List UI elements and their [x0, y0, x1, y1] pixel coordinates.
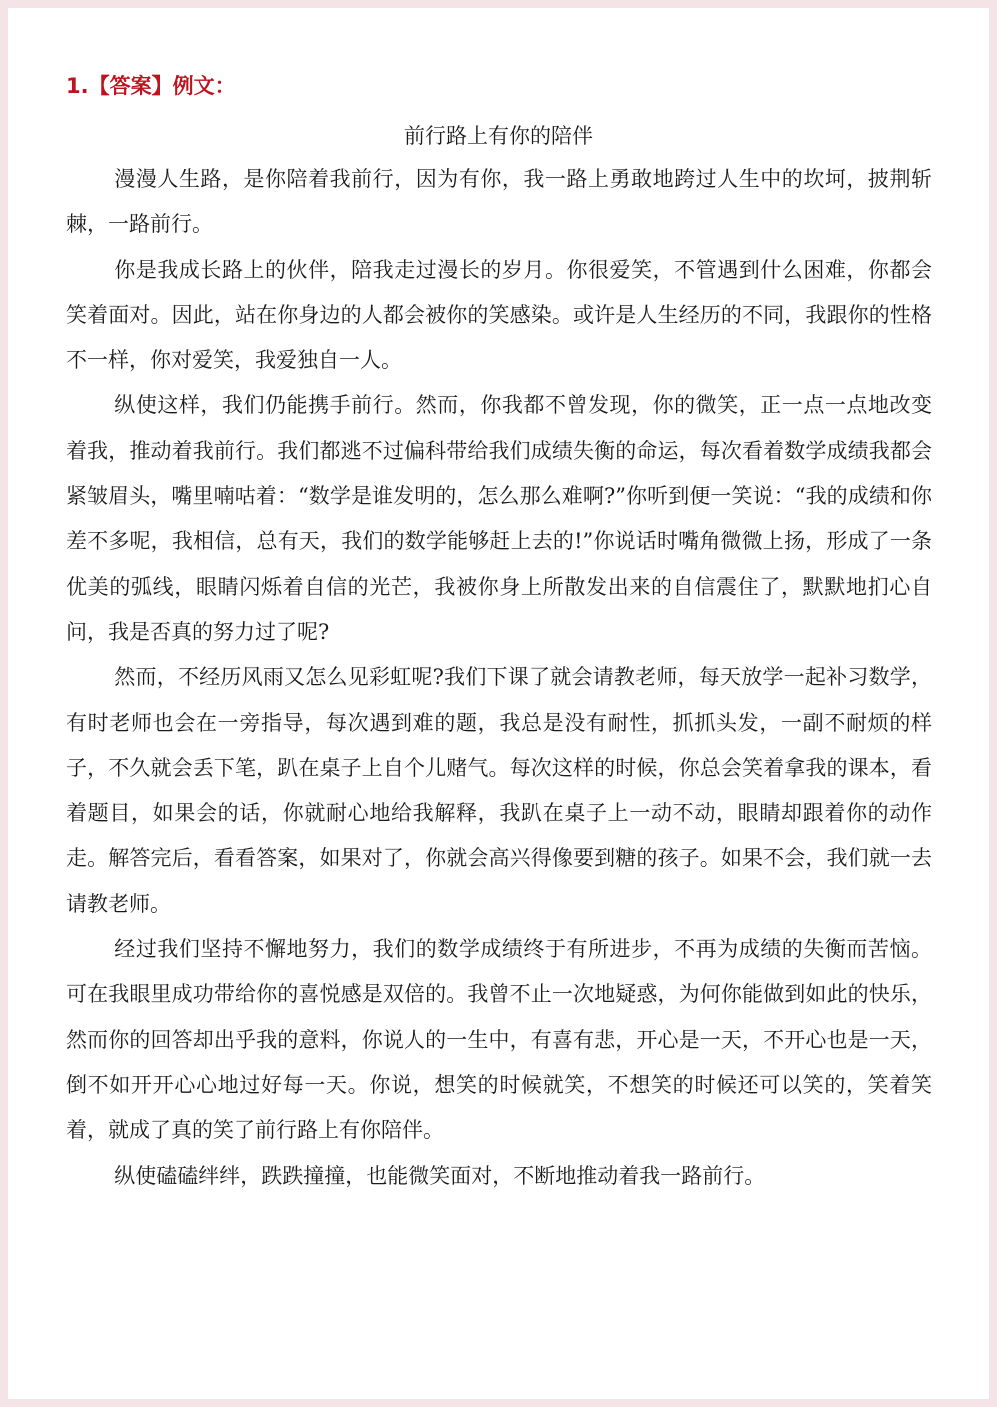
- essay-body: [66, 157, 932, 1199]
- document-page: [8, 8, 989, 1399]
- paragraph: 然而，不经历风雨又怎么见彩虹呢?我们下课了就会请教老师，每天放学一起补习数学，有时老师也会在一旁指导，每次遇到难的题，我总是没有耐性，抓抓头发，一副不耐烦的样子，不久就会丢下笔，趴在桌子上自个儿赌气。每次这样的时候，你总会笑着拿我的课本，看着题目，如果会的话，你就耐心地给我解释，我趴在桌子上一动不动，眼睛却跟着你的动作走。解答完后，看看答案，如果对了，你就会高兴得像要到糖的孩子。如果不会，我们就一去请教老师。: [66, 665, 932, 916]
- essay-title: 前行路上有你的陪伴: [404, 124, 593, 148]
- answer-heading: 1.【答案】例文：: [66, 74, 236, 98]
- paragraph: 纵使这样，我们仍能携手前行。然而，你我都不曾发现，你的微笑，正一点一点地改变着我，推动着我前行。我们都逃不过偏科带给我们成绩失衡的命运，每次看着数学成绩我都会紧皱眉头，嘴里喃咕着：“数学是谁发明的，怎么那么难啊?”你听到便一笑说：“我的成绩和你差不多呢，我相信，总有天，我们的数学能够赶上去的!”你说话时嘴角微微上扬，形成了一条优美的弧线，眼睛闪烁着自信的光芒，我被你身上所散发出来的自信震住了，默默地扪心自问，我是否真的努力过了呢?: [66, 393, 932, 644]
- paragraph: 你是我成长路上的伙伴，陪我走过漫长的岁月。你很爱笑，不管遇到什么困难，你都会笑着面对。因此，站在你身边的人都会被你的笑感染。或许是人生经历的不同，我跟你的性格不一样，你对爱笑，我爱独自一人。: [66, 257, 932, 373]
- paragraph: 经过我们坚持不懈地努力，我们的数学成绩终于有所进步，不再为成绩的失衡而苦恼。可在我眼里成功带给你的喜悦感是双倍的。我曾不止一次地疑惑，为何你能做到如此的快乐，然而你的回答却出乎我的意料，你说人的一生中，有喜有悲，开心是一天，不开心也是一天，倒不如开开心心地过好每一天。你说，想笑的时候就笑，不想笑的时候还可以笑的，笑着笑着，就成了真的笑了前行路上有你陪伴。: [66, 937, 932, 1143]
- paragraph: 漫漫人生路，是你陪着我前行，因为有你，我一路上勇敢地跨过人生中的坎坷，披荆斩棘，一路前行。: [66, 167, 932, 237]
- paragraph: 纵使磕磕绊绊，跌跌撞撞，也能微笑面对，不断地推动着我一路前行。: [114, 1163, 766, 1188]
